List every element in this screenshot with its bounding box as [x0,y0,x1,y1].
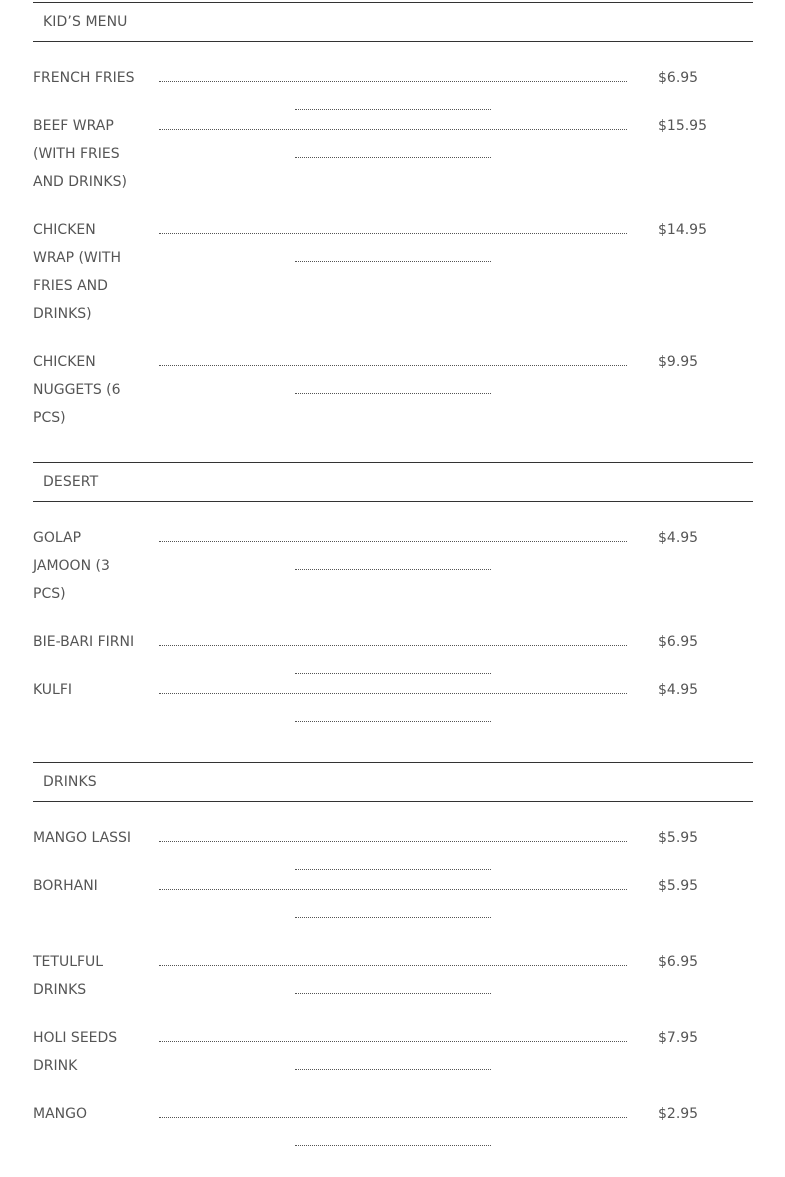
leader-dots [159,951,627,966]
leader-dots [295,903,491,918]
item-price: $6.95 [658,954,699,970]
leader-dots [295,143,491,158]
item-price: $15.95 [658,118,707,134]
menu-item [33,948,753,1004]
leader-dots [159,1103,627,1118]
menu-item [33,64,753,92]
menu-item [33,524,753,608]
item-price: $14.95 [658,222,707,238]
leader-dots [295,1131,491,1146]
menu-item [33,824,753,852]
section-kids-menu [33,2,753,462]
section-desert [33,462,753,762]
section-title: DESERT [33,462,753,502]
item-name: MANGO LASSI [33,830,132,846]
leader-dots [159,219,627,234]
menu-item [33,872,753,928]
leader-dots [159,631,627,646]
item-name: BORHANI [33,878,98,894]
leader-dots [295,247,491,262]
item-list [33,502,753,762]
item-name: CHICKEN WRAP (WITH FRIES AND DRINKS) [33,222,121,322]
leader-dots [295,659,491,674]
menu-item [33,676,753,732]
leader-dots [159,67,627,82]
item-name: KULFI [33,682,73,698]
item-price: $4.95 [658,682,699,698]
leader-dots [295,707,491,722]
item-price: $5.95 [658,830,699,846]
leader-dots [295,1055,491,1070]
leader-dots [159,1027,627,1042]
item-price: $7.95 [658,1030,699,1046]
leader-dots [295,379,491,394]
menu-item [33,216,753,328]
leader-dots [295,979,491,994]
menu-item [33,112,753,196]
section-drinks [33,762,753,1158]
item-price: $4.95 [658,530,699,546]
leader-dots [295,855,491,870]
leader-dots [159,875,627,890]
menu-item [33,348,753,432]
item-name: BEEF WRAP (WITH FRIES AND DRINKS) [33,118,127,190]
item-price: $2.95 [658,1106,699,1122]
item-price: $6.95 [658,634,699,650]
leader-dots [159,679,627,694]
item-name: CHICKEN NUGGETS (6 PCS) [33,354,121,426]
leader-dots [159,115,627,130]
item-price: $9.95 [658,354,699,370]
menu [33,2,753,1158]
item-name: MANGO [33,1106,87,1122]
item-name: TETULFUL DRINKS [33,954,104,998]
item-name: BIE-BARI FIRNI [33,634,135,650]
item-name: HOLI SEEDS DRINK [33,1030,118,1074]
leader-dots [295,555,491,570]
item-price: $6.95 [658,70,699,86]
item-list [33,42,753,462]
menu-item [33,628,753,656]
item-name: GOLAP JAMOON (3 PCS) [33,530,110,602]
menu-item [33,1024,753,1080]
leader-dots [159,827,627,842]
leader-dots [295,95,491,110]
item-price: $5.95 [658,878,699,894]
leader-dots [159,351,627,366]
menu-item [33,1100,753,1128]
item-name: FRENCH FRIES [33,70,135,86]
leader-dots [159,527,627,542]
section-title: KID’S MENU [33,2,753,42]
section-title: DRINKS [33,762,753,802]
item-list [33,802,753,1158]
